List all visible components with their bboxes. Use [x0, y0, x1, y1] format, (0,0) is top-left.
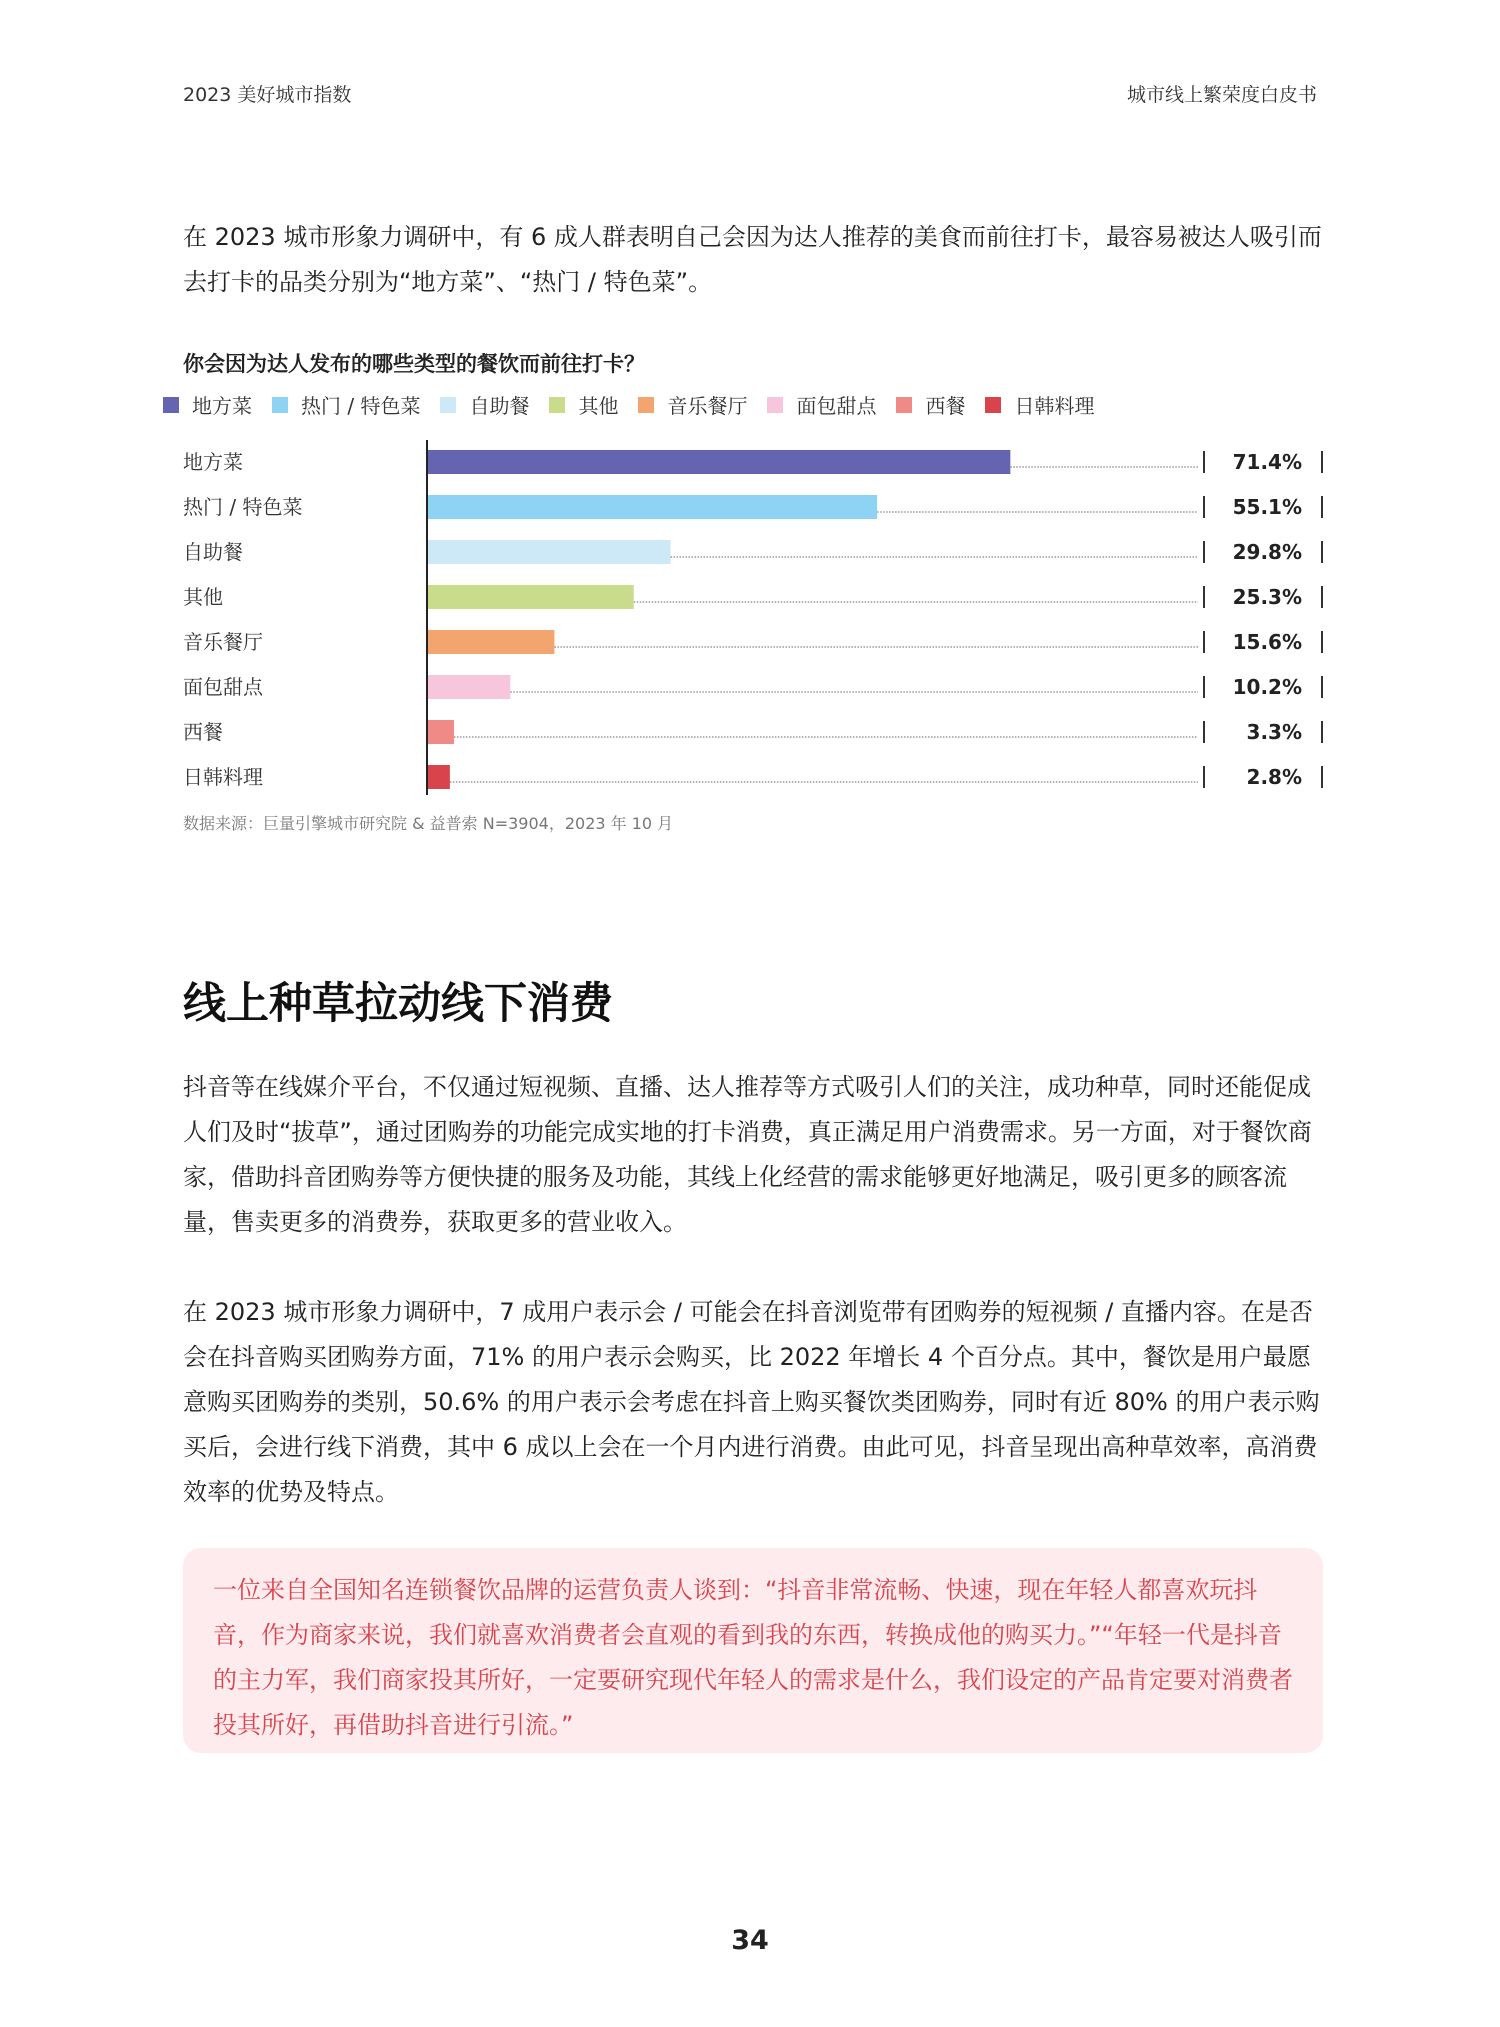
bar: [427, 585, 634, 609]
legend-label: 西餐: [925, 394, 966, 418]
quote-text: 一位来自全国知名连锁餐饮品牌的运营负责人谈到：“抖音非常流畅、快速，现在年轻人都喜欢玩抖音，作为商家来说，我们就喜欢消费者会直观的看到我的东西，转换成他的购买力。”“年轻一代是抖音的主力军，我们商家投其所好，一定要研究现代年轻人的需求是什么，我们设定的产品肯定要对消费者投其所好，再借助抖音进行引流。”: [213, 1576, 1293, 1739]
legend-label: 自助餐: [469, 394, 530, 418]
legend-item: [549, 390, 618, 419]
bar: [427, 495, 877, 519]
legend-item: [163, 390, 252, 419]
section-title: 线上种草拉动线下消费: [183, 979, 613, 1029]
header-right-title: 城市线上繁荣度白皮书: [1126, 84, 1317, 106]
intro-paragraph: 在 2023 城市形象力调研中，有 6 成人群表明自己会因为达人推荐的美食而前往打卡，最容易被达人吸引而去打卡的品类分别为“地方菜”、“热门 / 特色菜”。: [183, 223, 1322, 296]
bar: [427, 540, 670, 564]
body-paragraph-2: 在 2023 城市形象力调研中，7 成用户表示会 / 可能会在抖音浏览带有团购券的短视频 / 直播内容。在是否会在抖音购买团购券方面，71% 的用户表示会购买，比 2022 年增长 4 个百分点。其中，餐饮是用户最愿意购买团购券的类别，50.6% 的用户表示会考虑在抖音上购买餐饮类团购券，同时有近 80% 的用户表示购买后，会进行线下消费，其中 6 成以上会在一个月内进行消费。由此可见，抖音呈现出高种草效率，高消费效率的优势及特点。: [183, 1298, 1320, 1506]
legend-item: [985, 390, 1094, 419]
legend-swatch: [896, 397, 912, 413]
value-label: 25.3%: [1232, 585, 1302, 609]
legend-label: 地方菜: [192, 394, 252, 418]
value-label: 2.8%: [1246, 765, 1302, 789]
legend-item: [767, 390, 876, 419]
value-label: 15.6%: [1232, 630, 1302, 654]
value-label: 3.3%: [1246, 720, 1302, 744]
legend-swatch: [985, 397, 1001, 413]
chart-title: 你会因为达人发布的哪些类型的餐饮而前往打卡？: [183, 352, 645, 376]
legend-swatch: [440, 397, 456, 413]
legend-label: 面包甜点: [796, 394, 877, 418]
category-label: 自助餐: [183, 540, 243, 564]
category-label: 其他: [183, 585, 223, 609]
bar: [427, 450, 1010, 474]
category-label: 地方菜: [183, 450, 243, 474]
legend-item: [440, 390, 529, 419]
source-note: 数据来源：巨量引擎城市研究院 & 益普索 N=3904，2023 年 10 月: [183, 814, 674, 833]
quote-box: [183, 1548, 1323, 1753]
legend-swatch: [767, 397, 783, 413]
legend-swatch: [638, 397, 654, 413]
bar: [427, 630, 554, 654]
category-label: 日韩料理: [183, 765, 263, 789]
page-number: 34: [731, 1925, 769, 1956]
legend-label: 日韩料理: [1014, 394, 1095, 418]
category-label: 面包甜点: [183, 675, 263, 699]
body-paragraph-1: 抖音等在线媒介平台，不仅通过短视频、直播、达人推荐等方式吸引人们的关注，成功种草，同时还能促成人们及时“拔草”，通过团购券的功能完成实地的打卡消费，真正满足用户消费需求。另一方面，对于餐饮商家，借助抖音团购券等方便快捷的服务及功能，其线上化经营的需求能够更好地满足，吸引更多的顾客流量，售卖更多的消费券，获取更多的营业收入。: [183, 1073, 1312, 1236]
legend-item: [896, 390, 965, 419]
category-label: 音乐餐厅: [183, 630, 263, 654]
value-label: 55.1%: [1232, 495, 1302, 519]
legend-label: 热门 / 特色菜: [301, 394, 421, 418]
legend-item: [272, 390, 420, 419]
legend-label: 其他: [578, 394, 619, 418]
legend-item: [638, 390, 747, 419]
legend-swatch: [272, 397, 288, 413]
chart-legend: [163, 390, 1114, 419]
bar: [427, 765, 450, 789]
category-label: 热门 / 特色菜: [183, 495, 303, 519]
legend-swatch: [549, 397, 565, 413]
value-label: 10.2%: [1232, 675, 1302, 699]
bar-chart: [0, 440, 1500, 800]
bar: [427, 720, 454, 744]
header-left-title: 2023 美好城市指数: [183, 84, 352, 106]
bar: [427, 675, 510, 699]
legend-swatch: [163, 397, 179, 413]
category-label: 西餐: [183, 720, 223, 744]
legend-label: 音乐餐厅: [667, 394, 748, 418]
value-label: 71.4%: [1232, 450, 1302, 474]
value-label: 29.8%: [1232, 540, 1302, 564]
